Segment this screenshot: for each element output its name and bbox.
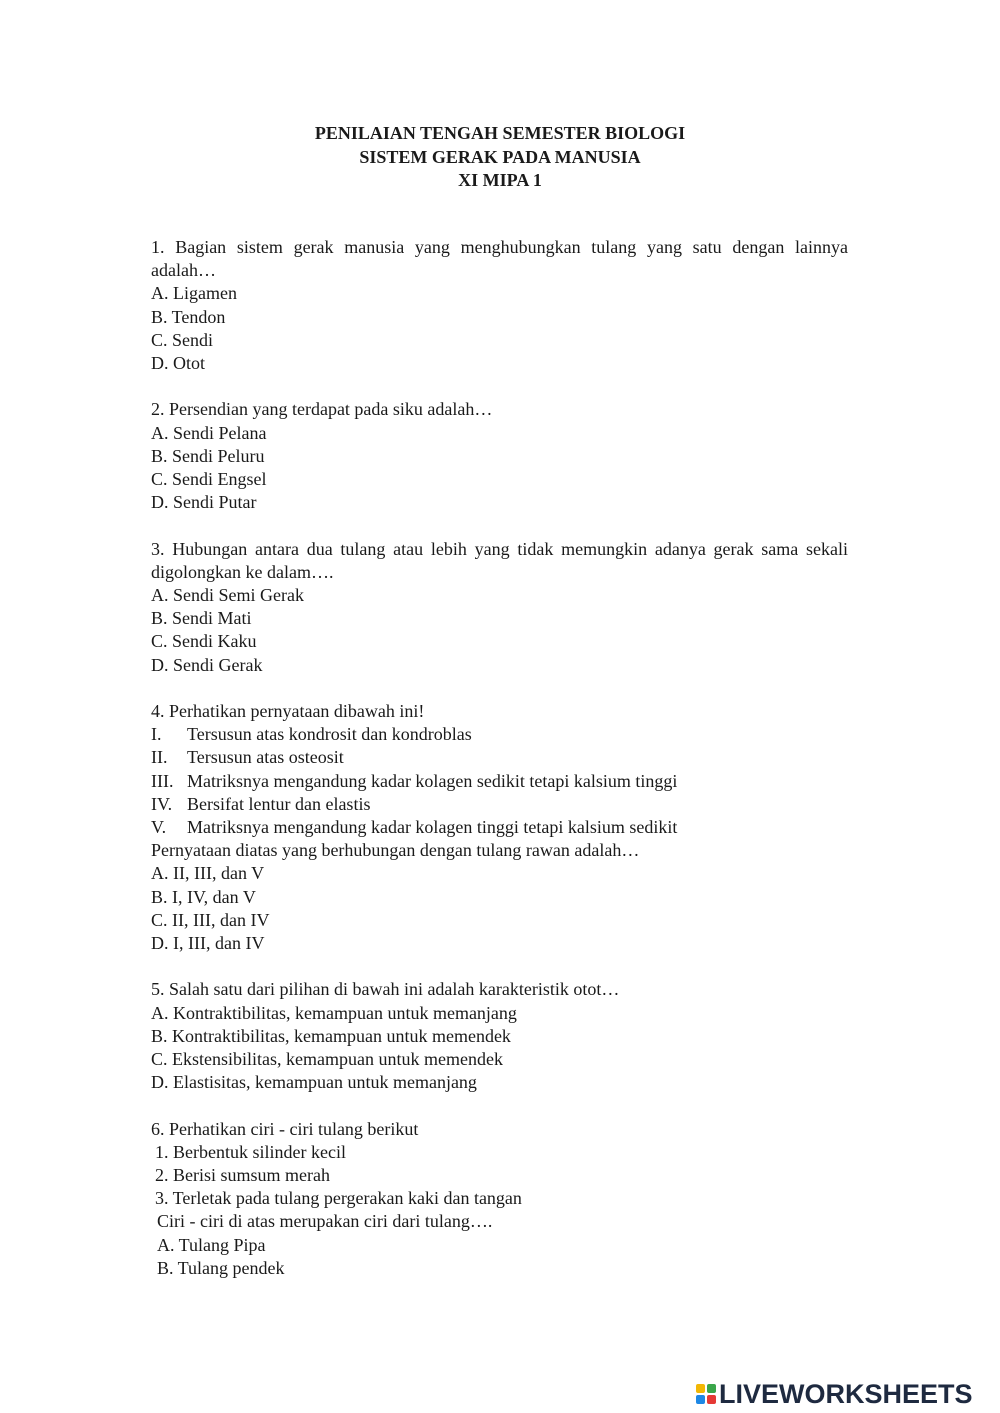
statement-4 bbox=[151, 793, 848, 816]
question-2 bbox=[151, 398, 848, 514]
statement-number: II. bbox=[151, 747, 168, 768]
statement-2 bbox=[151, 746, 848, 769]
question-stem: 6. Perhatikan ciri - ciri tulang berikut bbox=[151, 1118, 419, 1139]
question-3 bbox=[151, 538, 848, 677]
statement-text: Bersifat lentur dan elastis bbox=[187, 793, 371, 814]
option-d: D. Otot bbox=[151, 353, 205, 374]
statement-text: Tersusun atas kondrosit dan kondroblas bbox=[187, 724, 472, 745]
question-stem: 2. Persendian yang terdapat pada siku adalah… bbox=[151, 399, 493, 420]
statement-number: III. bbox=[151, 770, 174, 791]
brand-name: LIVEWORKSHEETS bbox=[719, 1378, 973, 1409]
question-prompt: Ciri - ciri di atas merupakan ciri dari tulang…. bbox=[157, 1211, 493, 1232]
option-b: B. Sendi Peluru bbox=[151, 445, 265, 466]
option-d: D. Sendi Putar bbox=[151, 492, 257, 513]
question-stem: 3. Hubungan antara dua tulang atau lebih yang tidak memungkin adanya gerak sama sekali digolongkan ke dalam…. bbox=[151, 538, 848, 582]
option-b: B. Sendi Mati bbox=[151, 608, 252, 629]
option-c: C. Sendi Kaku bbox=[151, 631, 257, 652]
title-line-1: PENILAIAN TENGAH SEMESTER BIOLOGI bbox=[314, 123, 686, 143]
option-d: D. Elastisitas, kemampuan untuk memanjang bbox=[151, 1072, 477, 1093]
statement-1 bbox=[151, 723, 848, 746]
question-stem: 4. Perhatikan pernyataan dibawah ini! bbox=[151, 701, 425, 722]
option-b: B. I, IV, dan V bbox=[151, 886, 256, 907]
option-c: C. Sendi bbox=[151, 329, 214, 350]
option-a: A. Sendi Pelana bbox=[151, 422, 267, 443]
statement-text: Matriksnya mengandung kadar kolagen tinggi tetapi kalsium sedikit bbox=[187, 817, 678, 838]
question-1 bbox=[151, 236, 848, 375]
title-line-3: XI MIPA 1 bbox=[458, 170, 542, 190]
question-6 bbox=[151, 1118, 848, 1280]
question-stem: 5. Salah satu dari pilihan di bawah ini adalah karakteristik otot… bbox=[151, 979, 620, 1000]
statement-5 bbox=[151, 816, 848, 839]
option-c: C. Sendi Engsel bbox=[151, 469, 267, 490]
question-prompt: Pernyataan diatas yang berhubungan dengan tulang rawan adalah… bbox=[151, 840, 640, 861]
option-a: A. Ligamen bbox=[151, 283, 237, 304]
question-stem: 1. Bagian sistem gerak manusia yang menghubungkan tulang yang satu dengan lainnya adalah… bbox=[151, 237, 848, 281]
option-b: B. Tulang pendek bbox=[157, 1257, 285, 1278]
option-b: B. Tendon bbox=[151, 306, 226, 327]
statement-3 bbox=[151, 770, 848, 793]
option-c: C. II, III, dan IV bbox=[151, 909, 270, 930]
option-c: C. Ekstensibilitas, kemampuan untuk memendek bbox=[151, 1049, 503, 1070]
statement-text: Matriksnya mengandung kadar kolagen sedikit tetapi kalsium tinggi bbox=[187, 770, 678, 791]
option-a: A. Kontraktibilitas, kemampuan untuk memanjang bbox=[151, 1002, 517, 1023]
liveworksheets-logo-icon bbox=[696, 1384, 716, 1404]
statement-number: IV. bbox=[151, 793, 173, 814]
feature-3: 3. Terletak pada tulang pergerakan kaki dan tangan bbox=[155, 1188, 522, 1209]
option-d: D. I, III, dan IV bbox=[151, 933, 265, 954]
option-a: A. Tulang Pipa bbox=[157, 1234, 266, 1255]
statement-number: V. bbox=[151, 817, 167, 838]
option-b: B. Kontraktibilitas, kemampuan untuk memendek bbox=[151, 1025, 511, 1046]
title-line-2: SISTEM GERAK PADA MANUSIA bbox=[359, 146, 641, 167]
question-4 bbox=[151, 700, 848, 955]
question-5 bbox=[151, 978, 848, 1094]
statement-text: Tersusun atas osteosit bbox=[187, 747, 344, 768]
worksheet-title bbox=[0, 122, 1000, 193]
option-d: D. Sendi Gerak bbox=[151, 654, 263, 675]
feature-1: 1. Berbentuk silinder kecil bbox=[155, 1141, 346, 1162]
option-a: A. Sendi Semi Gerak bbox=[151, 585, 304, 606]
statement-number: I. bbox=[151, 724, 162, 745]
liveworksheets-logo bbox=[696, 1380, 973, 1408]
option-a: A. II, III, dan V bbox=[151, 863, 265, 884]
feature-2: 2. Berisi sumsum merah bbox=[155, 1165, 330, 1186]
question-list bbox=[151, 236, 848, 1303]
